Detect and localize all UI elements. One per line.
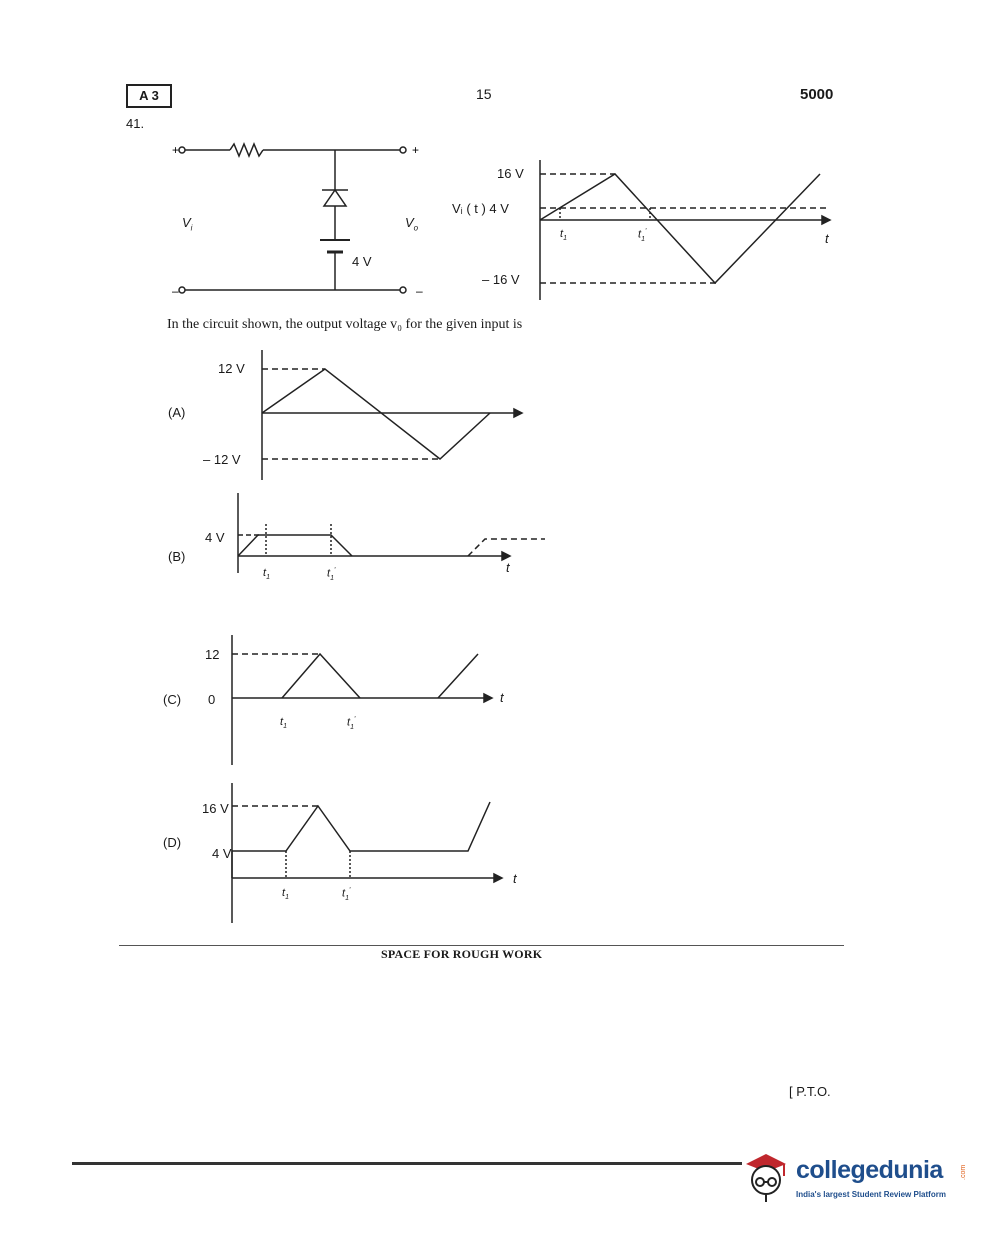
svg-text:+: + [412, 143, 420, 157]
option-b-label: (B) [168, 549, 186, 564]
rough-work-caption: SPACE FOR ROUGH WORK [381, 947, 543, 961]
logo-wordmark: collegedunia [796, 1156, 943, 1184]
set-code-box: A 3 [126, 84, 172, 108]
vo-label: $V_o$ [405, 215, 419, 233]
option-a-bottom: – 12 V [203, 452, 241, 467]
option-b-t1: $t_1$ [263, 567, 270, 582]
svg-text:–: – [172, 284, 179, 298]
option-d-top: 16 V [202, 801, 229, 816]
question-number: 41. [126, 116, 145, 131]
option-d-t1: $t_1$ [282, 887, 289, 902]
option-c-zero: 0 [208, 692, 216, 707]
graduate-mascot-icon [738, 1150, 796, 1206]
input-waveform-plot [480, 150, 840, 310]
option-d-plot [200, 778, 530, 928]
option-c-plot [200, 630, 520, 770]
input-t1p-label: $t_1'$ [638, 228, 647, 243]
logo-domain-suffix: .com [960, 1164, 967, 1180]
logo-tagline: India's largest Student Review Platform [796, 1190, 946, 1199]
option-a-plot [200, 345, 530, 485]
input-t1-label: $t_1$ [560, 228, 567, 243]
pto-label: [ P.T.O. [789, 1084, 831, 1099]
vi-label: $V_i$ [182, 215, 193, 233]
collegedunia-logo [738, 1148, 968, 1208]
option-c-t1p: $t_1'$ [347, 716, 356, 731]
page-number: 15 [476, 86, 492, 102]
option-c-top: 12 [205, 647, 220, 662]
option-a-label: (A) [168, 405, 186, 420]
option-c-t-axis: t [500, 690, 504, 705]
option-d-t1p: $t_1'$ [342, 887, 351, 902]
rough-work-divider [119, 945, 844, 946]
option-c-label: (C) [163, 692, 182, 707]
option-d-label: (D) [163, 835, 182, 850]
input-bias-label: Vᵢ ( t ) 4 V [452, 201, 509, 216]
option-a-top: 12 V [218, 361, 245, 376]
question-text: In the circuit shown, the output voltage v₀ for the given input is [167, 317, 523, 332]
booklet-code: 5000 [800, 86, 834, 103]
page-bottom-rule [72, 1162, 742, 1165]
svg-text:–: – [416, 284, 423, 298]
input-t-axis-label: t [825, 231, 829, 246]
input-bottom-label: – 16 V [482, 272, 520, 287]
option-b-t1p: $t_1'$ [327, 567, 336, 582]
input-top-label: 16 V [497, 166, 524, 181]
battery-label: 4 V [352, 254, 372, 269]
option-d-level: 4 V [212, 846, 232, 861]
option-b-t-axis: t [506, 560, 510, 575]
svg-text:+: + [172, 143, 180, 157]
option-b-level: 4 V [205, 530, 225, 545]
option-d-t-axis: t [513, 871, 517, 886]
option-c-t1: $t_1$ [280, 716, 287, 731]
